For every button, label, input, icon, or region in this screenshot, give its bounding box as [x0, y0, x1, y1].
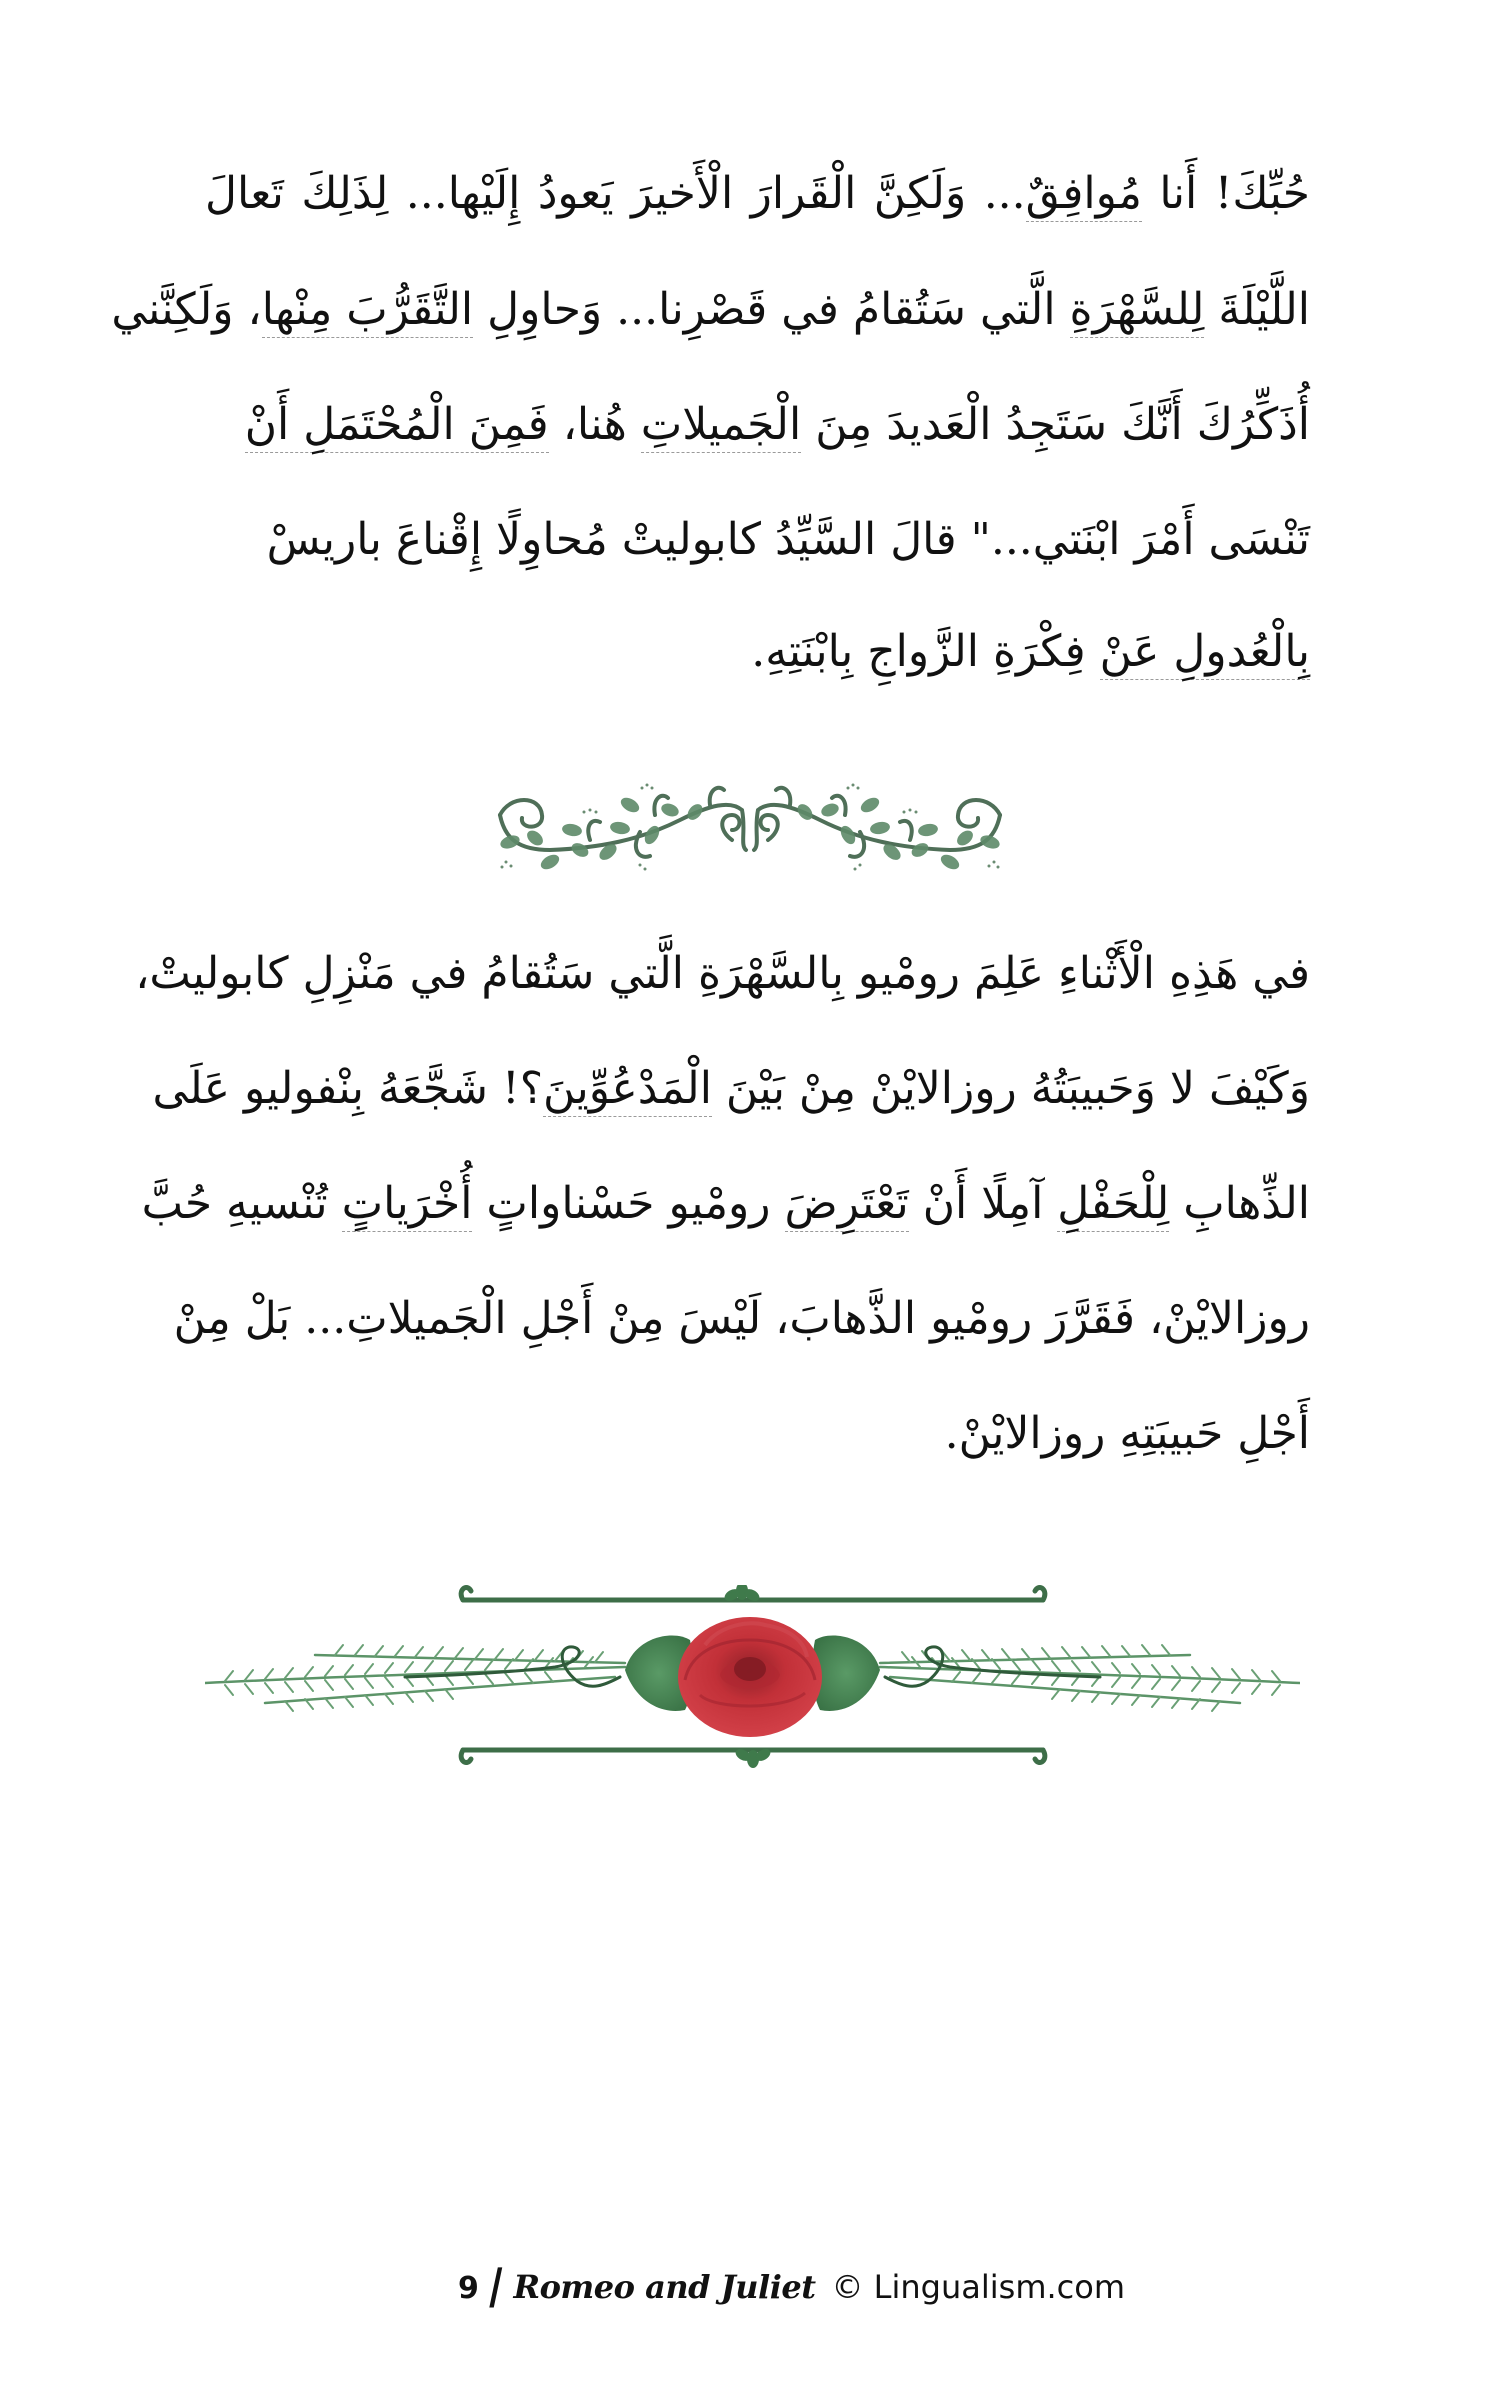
vocab-word[interactable]: أُخْرَياتٍ: [342, 1178, 473, 1232]
text-span: اللَّيْلَةَ: [1204, 284, 1310, 335]
vocab-word[interactable]: مُوافِقٌ: [1026, 168, 1142, 222]
paragraph-2-line-3: [141, 1178, 1310, 1229]
text-span: آمِلًا أَنْ: [908, 1178, 1058, 1229]
paragraph-1-line-4: [266, 514, 1310, 565]
text-span: ... وَلَكِنَّ الْقَرارَ الْأَخيرَ يَعودُ إِلَيْها... لِذَلِكَ تَعالَ: [205, 168, 1026, 219]
paragraph-2-line-5: [944, 1408, 1310, 1459]
vocab-word[interactable]: الْجَميلاتِ: [641, 399, 801, 453]
paragraph-2-line-1: [135, 948, 1310, 999]
text-span: أَجْلِ حَبيبَتِهِ روزالايْنْ.: [944, 1408, 1310, 1459]
text-span: تَنْسَى أَمْرَ ابْنَتي..." قالَ السَّيِّدُ كابوليتْ مُحاوِلًا إِقْناعَ باريسْ: [266, 514, 1310, 565]
text-span: ؟! شَجَّعَهُ بِنْفوليو عَلَى: [152, 1063, 544, 1114]
paragraph-2-line-4: [173, 1293, 1310, 1344]
vocab-word[interactable]: تَعْتَرِضَ: [785, 1178, 909, 1232]
text-span: ، وَلَكِنَّني: [111, 284, 262, 335]
text-span: روزالايْنْ، فَقَرَّرَ رومْيو الذَّهابَ، لَيْسَ مِنْ أَجْلِ الْجَميلاتِ... بَلْ مِنْ: [173, 1293, 1310, 1344]
text-span: حُبِّكَ! أَنا: [1141, 168, 1310, 219]
text-span: الَّتي سَتُقامُ في قَصْرِنا... وَحاوِلِ: [473, 284, 1070, 335]
page-number: 9: [458, 2271, 479, 2306]
paragraph-1-line-2: [111, 284, 1310, 335]
book-title: Romeo and Juliet: [513, 2268, 816, 2306]
paragraph-1-line-1: [205, 168, 1310, 219]
text-span: هُنا،: [548, 399, 641, 450]
footer-separator: |: [483, 2262, 509, 2308]
text-span: الذِّهابِ: [1169, 1178, 1310, 1229]
text-span: وَكَيْفَ لا وَحَبيبَتُهُ روزالايْنْ مِنْ بَيْنَ: [711, 1063, 1310, 1114]
page-footer: [458, 2262, 1125, 2306]
text-span: فِكْرَةِ الزَّواجِ بِابْنَتِهِ.: [751, 626, 1100, 677]
vocab-word[interactable]: الْمَدْعُوِّينَ: [543, 1063, 712, 1117]
vocab-word[interactable]: فَمِنَ الْمُحْتَمَلِ أَنْ: [245, 399, 549, 453]
paragraph-2-line-2: [152, 1063, 1310, 1114]
vocab-word[interactable]: بِالْعُدولِ عَنْ: [1100, 626, 1310, 680]
text-span: في هَذِهِ الْأَثْناءِ عَلِمَ رومْيو بِالسَّهْرَةِ الَّتي سَتُقامُ في مَنْزِلِ كابوليتْ،: [135, 948, 1310, 999]
vocab-word[interactable]: لِلْحَفْلِ: [1057, 1178, 1169, 1232]
copyright-text: © Lingualism.com: [831, 2268, 1126, 2306]
rose-ornament-icon: [205, 1585, 1300, 1770]
vine-ornament-icon: [480, 770, 1020, 880]
vocab-word[interactable]: التَّقَرُّبَ مِنْها: [262, 284, 473, 338]
text-span: رومْيو حَسْناواتٍ: [472, 1178, 785, 1229]
paragraph-1-line-5: [751, 626, 1310, 677]
text-span: أُذَكِّرُكَ أَنَّكَ سَتَجِدُ الْعَديدَ مِنَ: [801, 399, 1310, 450]
text-span: تُنْسيهِ حُبَّ: [141, 1178, 342, 1229]
paragraph-1-line-3: [244, 399, 1310, 450]
vocab-word[interactable]: لِلسَّهْرَةِ: [1070, 284, 1205, 338]
